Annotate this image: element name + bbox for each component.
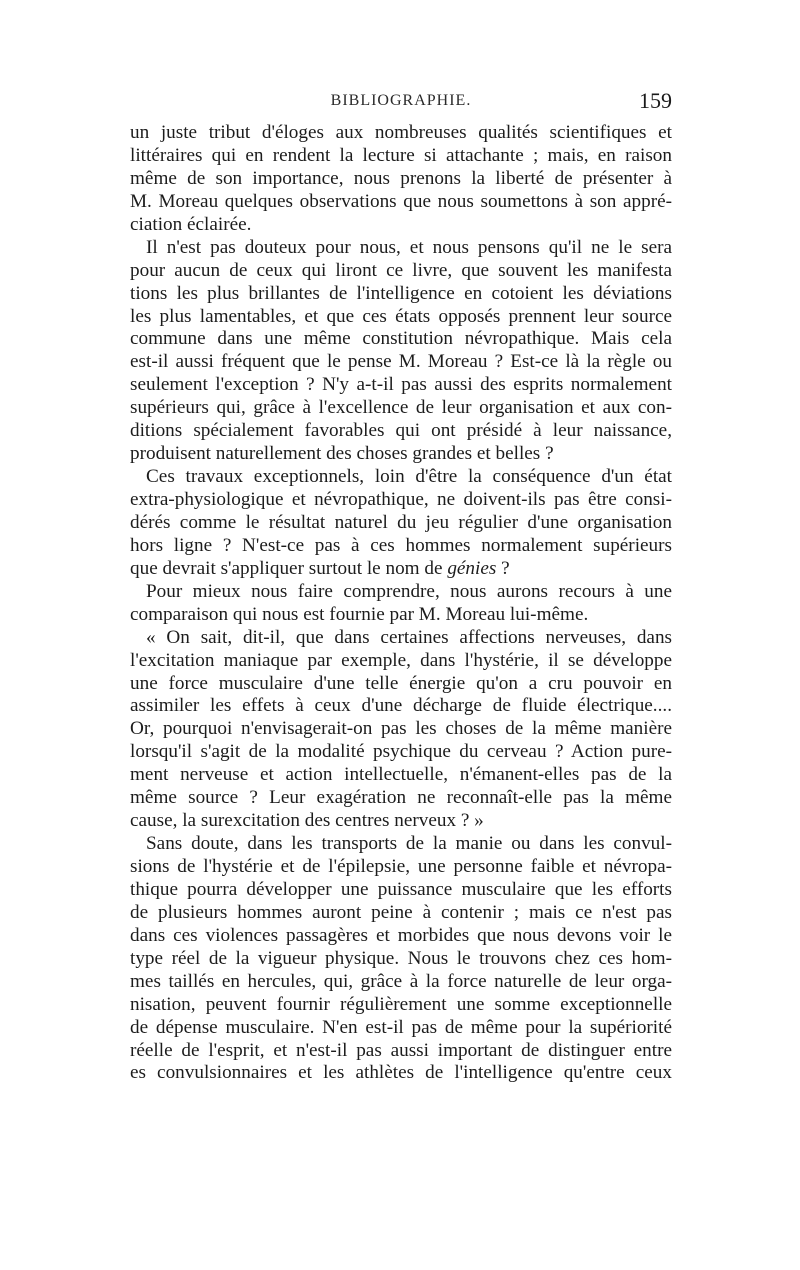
text-line: M. Moreau quelques observations que nous soumettons à son appré- <box>130 190 672 212</box>
text-line: Sans doute, dans les transports de la manie ou dans les convul- <box>146 833 672 855</box>
text-line: l'excitation maniaque par exemple, dans l'hystérie, il se développe <box>130 649 672 671</box>
page-header <box>130 88 672 122</box>
text-line: de dépense musculaire. N'en est-il pas de même pour la supériorité <box>130 1016 672 1038</box>
text-line: Or, pourquoi n'envisagerait-on pas les choses de la même manière <box>130 718 672 740</box>
text-line: les plus lamentables, et que ces états opposés prennent leur source <box>130 305 672 327</box>
book-page <box>130 88 672 1085</box>
text-line: nisation, peuvent fournir régulièrement une somme exceptionnelle <box>130 993 672 1015</box>
text-line: type réel de la vigueur physique. Nous le trouvons chez ces hom- <box>130 947 672 969</box>
page-number: 159 <box>639 88 672 113</box>
text-line: même source ? Leur exagération ne reconnaît-elle pas la même <box>130 787 672 809</box>
running-title: BIBLIOGRAPHIE. <box>330 92 472 109</box>
text-line: supérieurs qui, grâce à l'excellence de leur organisation et aux con- <box>130 397 672 419</box>
text-line: ditions spécialement favorables qui ont présidé à leur naissance, <box>130 420 672 442</box>
text-line: assimiler les effets à ceux d'une décharge de fluide électrique.... <box>130 695 672 717</box>
text-line: comparaison qui nous est fournie par M. Moreau lui-même. <box>130 603 589 625</box>
text-line: que devrait s'appliquer surtout le nom de génies ? <box>130 557 510 579</box>
text-line: dérés comme le résultat naturel du jeu régulier d'une organisation <box>130 511 672 533</box>
text-line: extra-physiologique et névropathique, ne doivent-ils pas être consi- <box>130 489 672 510</box>
text-line: une force musculaire d'une telle énergie qu'on a cru pouvoir en <box>130 672 672 694</box>
emphasized-word: génies <box>447 557 497 579</box>
text-line: mes taillés en hercules, qui, grâce à la force naturelle de leur orga- <box>130 970 672 992</box>
text-line: même de son importance, nous prenons la liberté de présenter à <box>130 167 672 189</box>
text-line: ciation éclairée. <box>130 213 252 235</box>
text-line: tions les plus brillantes de l'intelligence en cotoient les déviations <box>130 282 672 304</box>
text-line: ment nerveuse et action intellectuelle, n'émanent-elles pas de la <box>130 764 672 786</box>
text-line: Ces travaux exceptionnels, loin d'être la conséquence d'un état <box>146 466 672 488</box>
text-line: dans ces violences passagères et morbides que nous devons voir le <box>130 924 672 946</box>
text-line: réelle de l'esprit, et n'est-il pas aussi important de distinguer entre <box>130 1039 672 1061</box>
text-line: es convulsionnaires et les athlètes de l'intelligence qu'entre ceux <box>130 1062 672 1084</box>
text-line: hors ligne ? N'est-ce pas à ces hommes normalement supérieurs <box>130 534 672 556</box>
text-line: Il n'est pas douteux pour nous, et nous pensons qu'il ne le sera <box>146 236 672 258</box>
text-line: lorsqu'il s'agit de la modalité psychique du cerveau ? Action pure- <box>130 741 672 763</box>
text-line: est-il aussi fréquent que le pense M. Moreau ? Est-ce là la règle ou <box>130 351 672 373</box>
text-line: thique pourra développer une puissance musculaire que les efforts <box>130 878 672 900</box>
text-line: sions de l'hystérie et de l'épilepsie, une personne faible et névropa- <box>130 856 672 877</box>
text-line: « On sait, dit-il, que dans certaines affections nerveuses, dans <box>146 626 672 648</box>
text-line: cause, la surexcitation des centres nerveux ? » <box>130 810 484 832</box>
text-line: Pour mieux nous faire comprendre, nous aurons recours à une <box>146 580 672 602</box>
text-line: littéraires qui en rendent la lecture si attachante ; mais, en raison <box>130 144 672 166</box>
text-line: seulement l'exception ? N'y a-t-il pas aussi des esprits normalement <box>130 374 672 396</box>
text-line: pour aucun de ceux qui liront ce livre, que souvent les manifesta <box>130 259 672 281</box>
text-line: produisent naturellement des choses grandes et belles ? <box>130 443 554 465</box>
text-line: commune dans une même constitution névropathique. Mais cela <box>130 328 672 350</box>
text-line: un juste tribut d'éloges aux nombreuses qualités scientifiques et <box>130 122 672 143</box>
text-line: de plusieurs hommes auront peine à contenir ; mais ce n'est pas <box>130 901 672 923</box>
body-text <box>130 122 672 1085</box>
